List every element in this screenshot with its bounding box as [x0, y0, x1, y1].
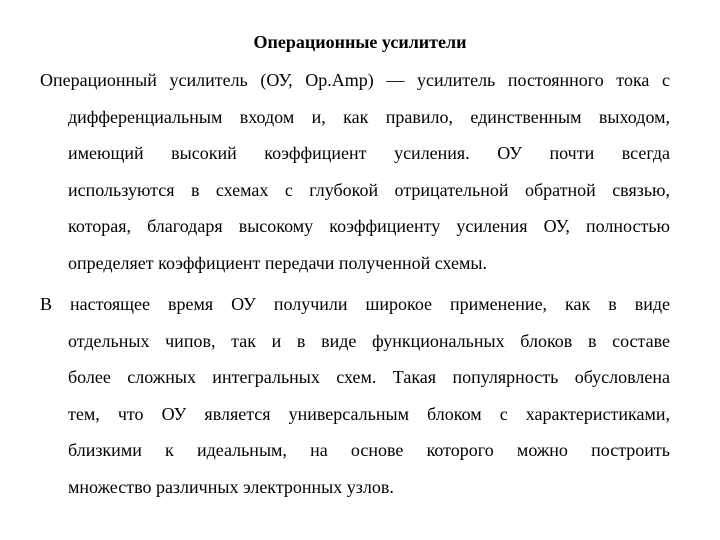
- paragraph-line: множество различных электронных узлов.: [68, 476, 394, 497]
- paragraph-line: дифференциальным входом и, как правило, единственным выходом,: [68, 106, 670, 127]
- paragraph-line: определяет коэффициент передачи полученной схемы.: [68, 252, 488, 273]
- paragraph-line: отдельных чипов, так и в виде функциональных блоков в составе: [68, 330, 670, 351]
- paragraph-line: имеющий высокий коэффициент усиления. ОУ почти всегда: [68, 143, 670, 163]
- paragraph-line: которая, благодаря высокому коэффициенту усиления ОУ, полностью: [68, 216, 670, 236]
- paragraph-line: близкими к идеальным, на основе которого можно построить: [68, 440, 670, 460]
- slide-title: Операционные усилители: [253, 32, 467, 52]
- paragraph-line: В настоящее время ОУ получили широкое применение, как в виде: [40, 294, 670, 314]
- paragraph-opamp-applications: [40, 286, 670, 505]
- paragraph-line: более сложных интегральных схем. Такая популярность обусловлена: [68, 367, 670, 387]
- paragraph-line: Операционный усилитель (ОУ, Op.Amp) — усилитель постоянного тока с: [40, 70, 670, 90]
- paragraph-line: используются в схемах с глубокой отрицательной обратной связью,: [68, 179, 670, 200]
- paragraph-opamp-definition: [40, 62, 670, 281]
- paragraph-line: тем, что ОУ является универсальным блоком с характеристиками,: [68, 403, 670, 424]
